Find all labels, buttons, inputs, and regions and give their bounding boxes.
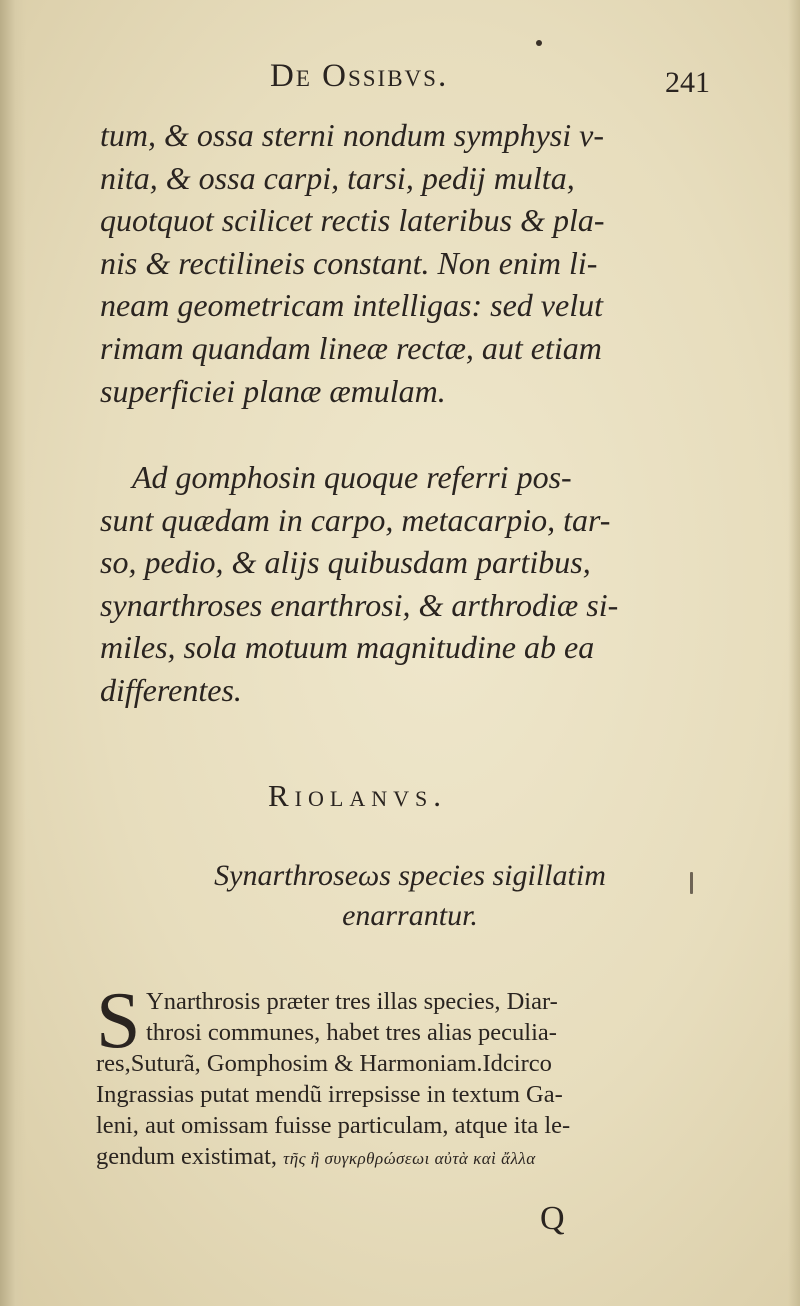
text-line: Ad gomphosin quoque referri pos- — [132, 459, 572, 495]
text-line: so, pedio, & alijs quibusdam partibus, — [100, 544, 591, 581]
running-title: De Ossibvs. — [270, 58, 449, 94]
text-line: nita, & ossa carpi, tarsi, pedij multa, — [100, 159, 575, 196]
catchword: Q — [540, 1200, 565, 1237]
paragraph-1 — [100, 114, 720, 412]
text-line: throsi communes, habet tres alias peculia- — [146, 1019, 557, 1046]
text-line: leni, aut omissam fuisse particulam, atque ita le- — [96, 1112, 571, 1139]
text-line: miles, sola motuum magnitudine ab ea — [100, 629, 595, 666]
section-subheading — [150, 856, 670, 936]
text-line: differentes. — [100, 671, 242, 708]
text-line: nis & rectilineis constant. Non enim li- — [100, 244, 598, 281]
ink-speck — [536, 40, 542, 46]
paragraph-2 — [100, 456, 720, 712]
text-line: sunt quædam in carpo, metacarpio, tar- — [100, 501, 611, 538]
text-line: superficiei planæ æmulam. — [100, 372, 446, 409]
text-line: res,Suturã, Gomphosim & Harmoniam.Idcirco — [96, 1050, 552, 1077]
text-line: quotquot scilicet rectis lateribus & pla- — [100, 202, 605, 239]
text-line: neam geometricam intelligas: sed velut — [100, 287, 603, 324]
text-line: rimam quandam lineæ rectæ, aut etiam — [100, 329, 602, 366]
ink-mark — [690, 872, 693, 894]
text-line-latin: gendum existimat, — [96, 1143, 277, 1170]
subheading-line: Synarthroseωs species sigillatim — [214, 859, 606, 892]
drop-cap: S — [96, 977, 141, 1065]
subheading-line: enarrantur. — [342, 899, 478, 932]
body-paragraph — [96, 977, 706, 1172]
page-header — [270, 58, 710, 108]
gutter-shadow — [0, 0, 26, 1306]
page-edge-shadow — [788, 0, 800, 1306]
text-line: Ingrassias putat mendũ irrepsisse in textum Ga- — [96, 1081, 563, 1108]
author-heading: Riolanvs. — [268, 778, 447, 813]
text-line: synarthroses enarthrosi, & arthrodiæ si- — [100, 586, 619, 623]
text-line: Ynarthrosis præter tres illas species, Diar- — [146, 988, 558, 1015]
text-line: tum, & ossa sterni nondum symphysi v- — [100, 117, 604, 153]
page-number: 241 — [665, 66, 710, 99]
text-line — [96, 1141, 706, 1172]
greek-quotation: τῆς ἢ συγκρθρώσεωι αὐτὰ καὶ ἄλλα — [283, 1149, 536, 1168]
